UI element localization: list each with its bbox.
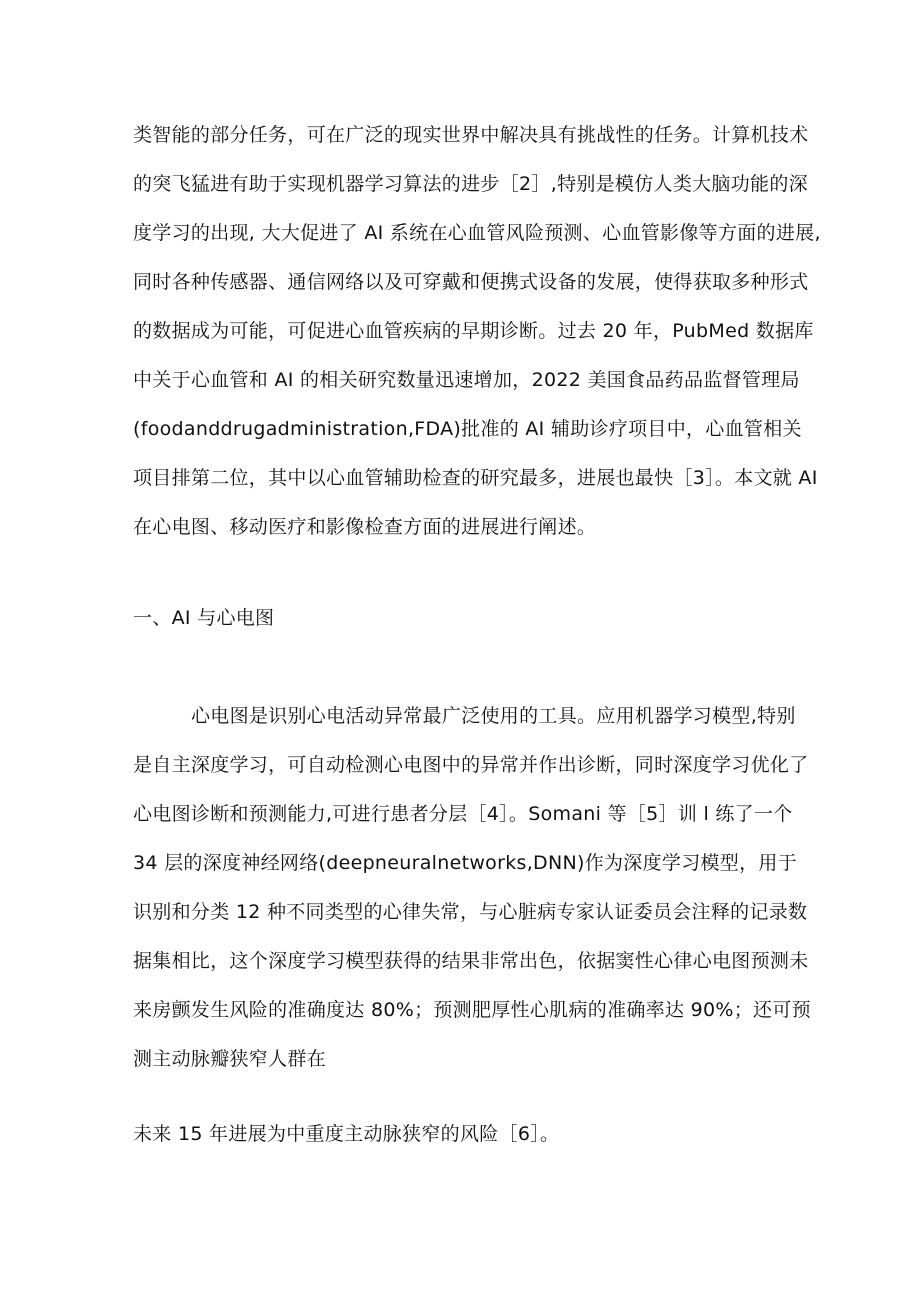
paragraph-line: 在心电图、移动医疗和影像检查方面的进展进行阐述。 [133, 516, 597, 538]
paragraph-line: 测主动脉瓣狭窄人群在 [133, 1048, 327, 1070]
paragraph-line: 度学习的出现, 大大促进了 AI 系统在心血管风险预测、心血管影像等方面的进展, [133, 222, 821, 244]
paragraph-line: 同时各种传感器、通信网络以及可穿戴和便携式设备的发展，使得获取多种形式 [133, 271, 809, 293]
paragraph-line: 未来 15 年进展为中重度主动脉狭窄的风险［6］。 [133, 1123, 560, 1145]
paragraph-line: 是自主深度学习，可自动检测心电图中的异常并作出诊断，同时深度学习优化了 [133, 754, 809, 776]
paragraph-line: 的突飞猛进有助于实现机器学习算法的进步［2］,特别是模仿人类大脑功能的深 [133, 173, 808, 195]
section-heading: 一、AI 与心电图 [133, 607, 275, 629]
paragraph-line: 心电图诊断和预测能力,可进行患者分层［4］。Somani 等［5］训 l 练了一个 [133, 803, 793, 825]
paragraph-line: 项目排第二位，其中以心血管辅助检查的研究最多，进展也最快［3］。本文就 AI [133, 467, 818, 489]
paragraph-line: 的数据成为可能，可促进心血管疾病的早期诊断。过去 20 年，PubMed 数据库 [133, 320, 814, 342]
paragraph-line: 来房颤发生风险的准确度达 80%；预测肥厚性心肌病的准确率达 90%；还可预 [133, 999, 811, 1021]
paragraph-line: 据集相比，这个深度学习模型获得的结果非常出色，依据窦性心律心电图预测未 [133, 950, 809, 972]
paragraph-line: 识别和分类 12 种不同类型的心律失常，与心脏病专家认证委员会注释的记录数 [133, 901, 808, 923]
paragraph-line: 34 层的深度神经网络(deepneuralnetworks,DNN)作为深度学习模型，用于 [133, 852, 798, 874]
paragraph-line: (foodanddrugadministration,FDA)批准的 AI 辅助诊疗项目中，心血管相关 [133, 418, 802, 440]
paragraph-line: 心电图是识别心电活动异常最广泛使用的工具。应用机器学习模型,特别 [191, 705, 796, 727]
paragraph-line: 中关于心血管和 AI 的相关研究数量迅速增加，2022 美国食品药品监督管理局 [133, 369, 800, 391]
paragraph-line: 类智能的部分任务，可在广泛的现实世界中解决具有挑战性的任务。计算机技术 [133, 124, 809, 146]
